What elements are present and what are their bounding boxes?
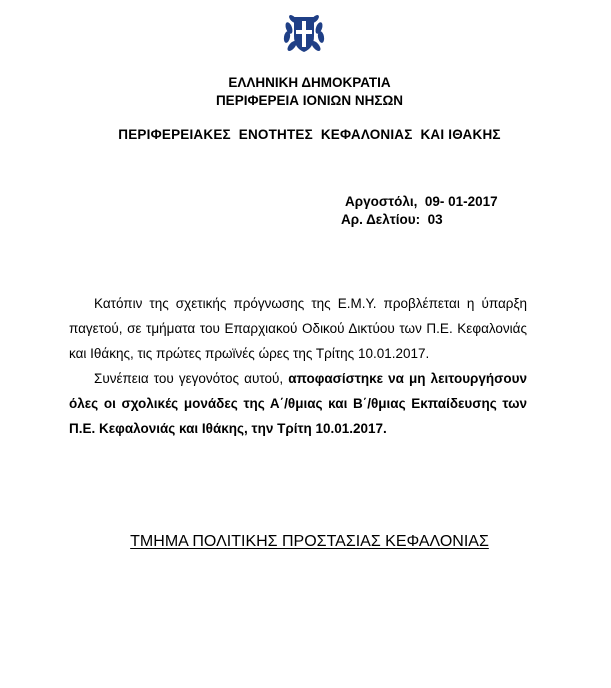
paragraph-forecast: Κατόπιν της σχετικής πρόγνωσης της Ε.Μ.Υ. προβλέπεται η ύπαρξη παγετού, σε τμήματα του Επαρχιακού Οδικού Δικτύου των Π.Ε. Κεφαλονιάς και Ιθάκης, τις πρώτες πρωϊνές ώρες της Τρίτης 10.01.2017. <box>69 296 527 361</box>
paragraph-decision <box>69 366 527 441</box>
decision-bold: αποφασίστηκε να μη λειτουργήσουν όλες οι σχολικές μονάδες της Α΄/θμιας και Β΄/θμιας Εκπαίδευσης των Π.Ε. Κεφαλονιάς και Ιθάκης, την Τρίτη 10.01.2017. <box>69 371 528 436</box>
header-units: ΠΕΡΙΦΕΡΕΙΑΚΕΣ ΕΝΟΤΗΤΕΣ ΚΕΦΑΛΟΝΙΑΣ ΚΑΙ ΙΘΑΚΗΣ <box>118 127 501 142</box>
greek-coat-of-arms-icon <box>280 8 328 56</box>
bulletin-number: Αρ. Δελτίου: 03 <box>341 212 443 227</box>
header-region: ΠΕΡΙΦΕΡΕΙΑ ΙΟΝΙΩΝ ΝΗΣΩΝ <box>215 93 404 108</box>
place-date: Αργοστόλι, 09- 01-2017 <box>345 194 498 209</box>
decision-intro: Συνέπεια του γεγονότος αυτού, <box>94 371 289 386</box>
signature-department: ΤΜΗΜΑ ΠΟΛΙΤΙΚΗΣ ΠΡΟΣΤΑΣΙΑΣ ΚΕΦΑΛΟΝΙΑΣ <box>130 533 489 550</box>
header-country: ΕΛΛΗΝΙΚΗ ΔΗΜΟΚΡΑΤΙΑ <box>228 75 391 90</box>
